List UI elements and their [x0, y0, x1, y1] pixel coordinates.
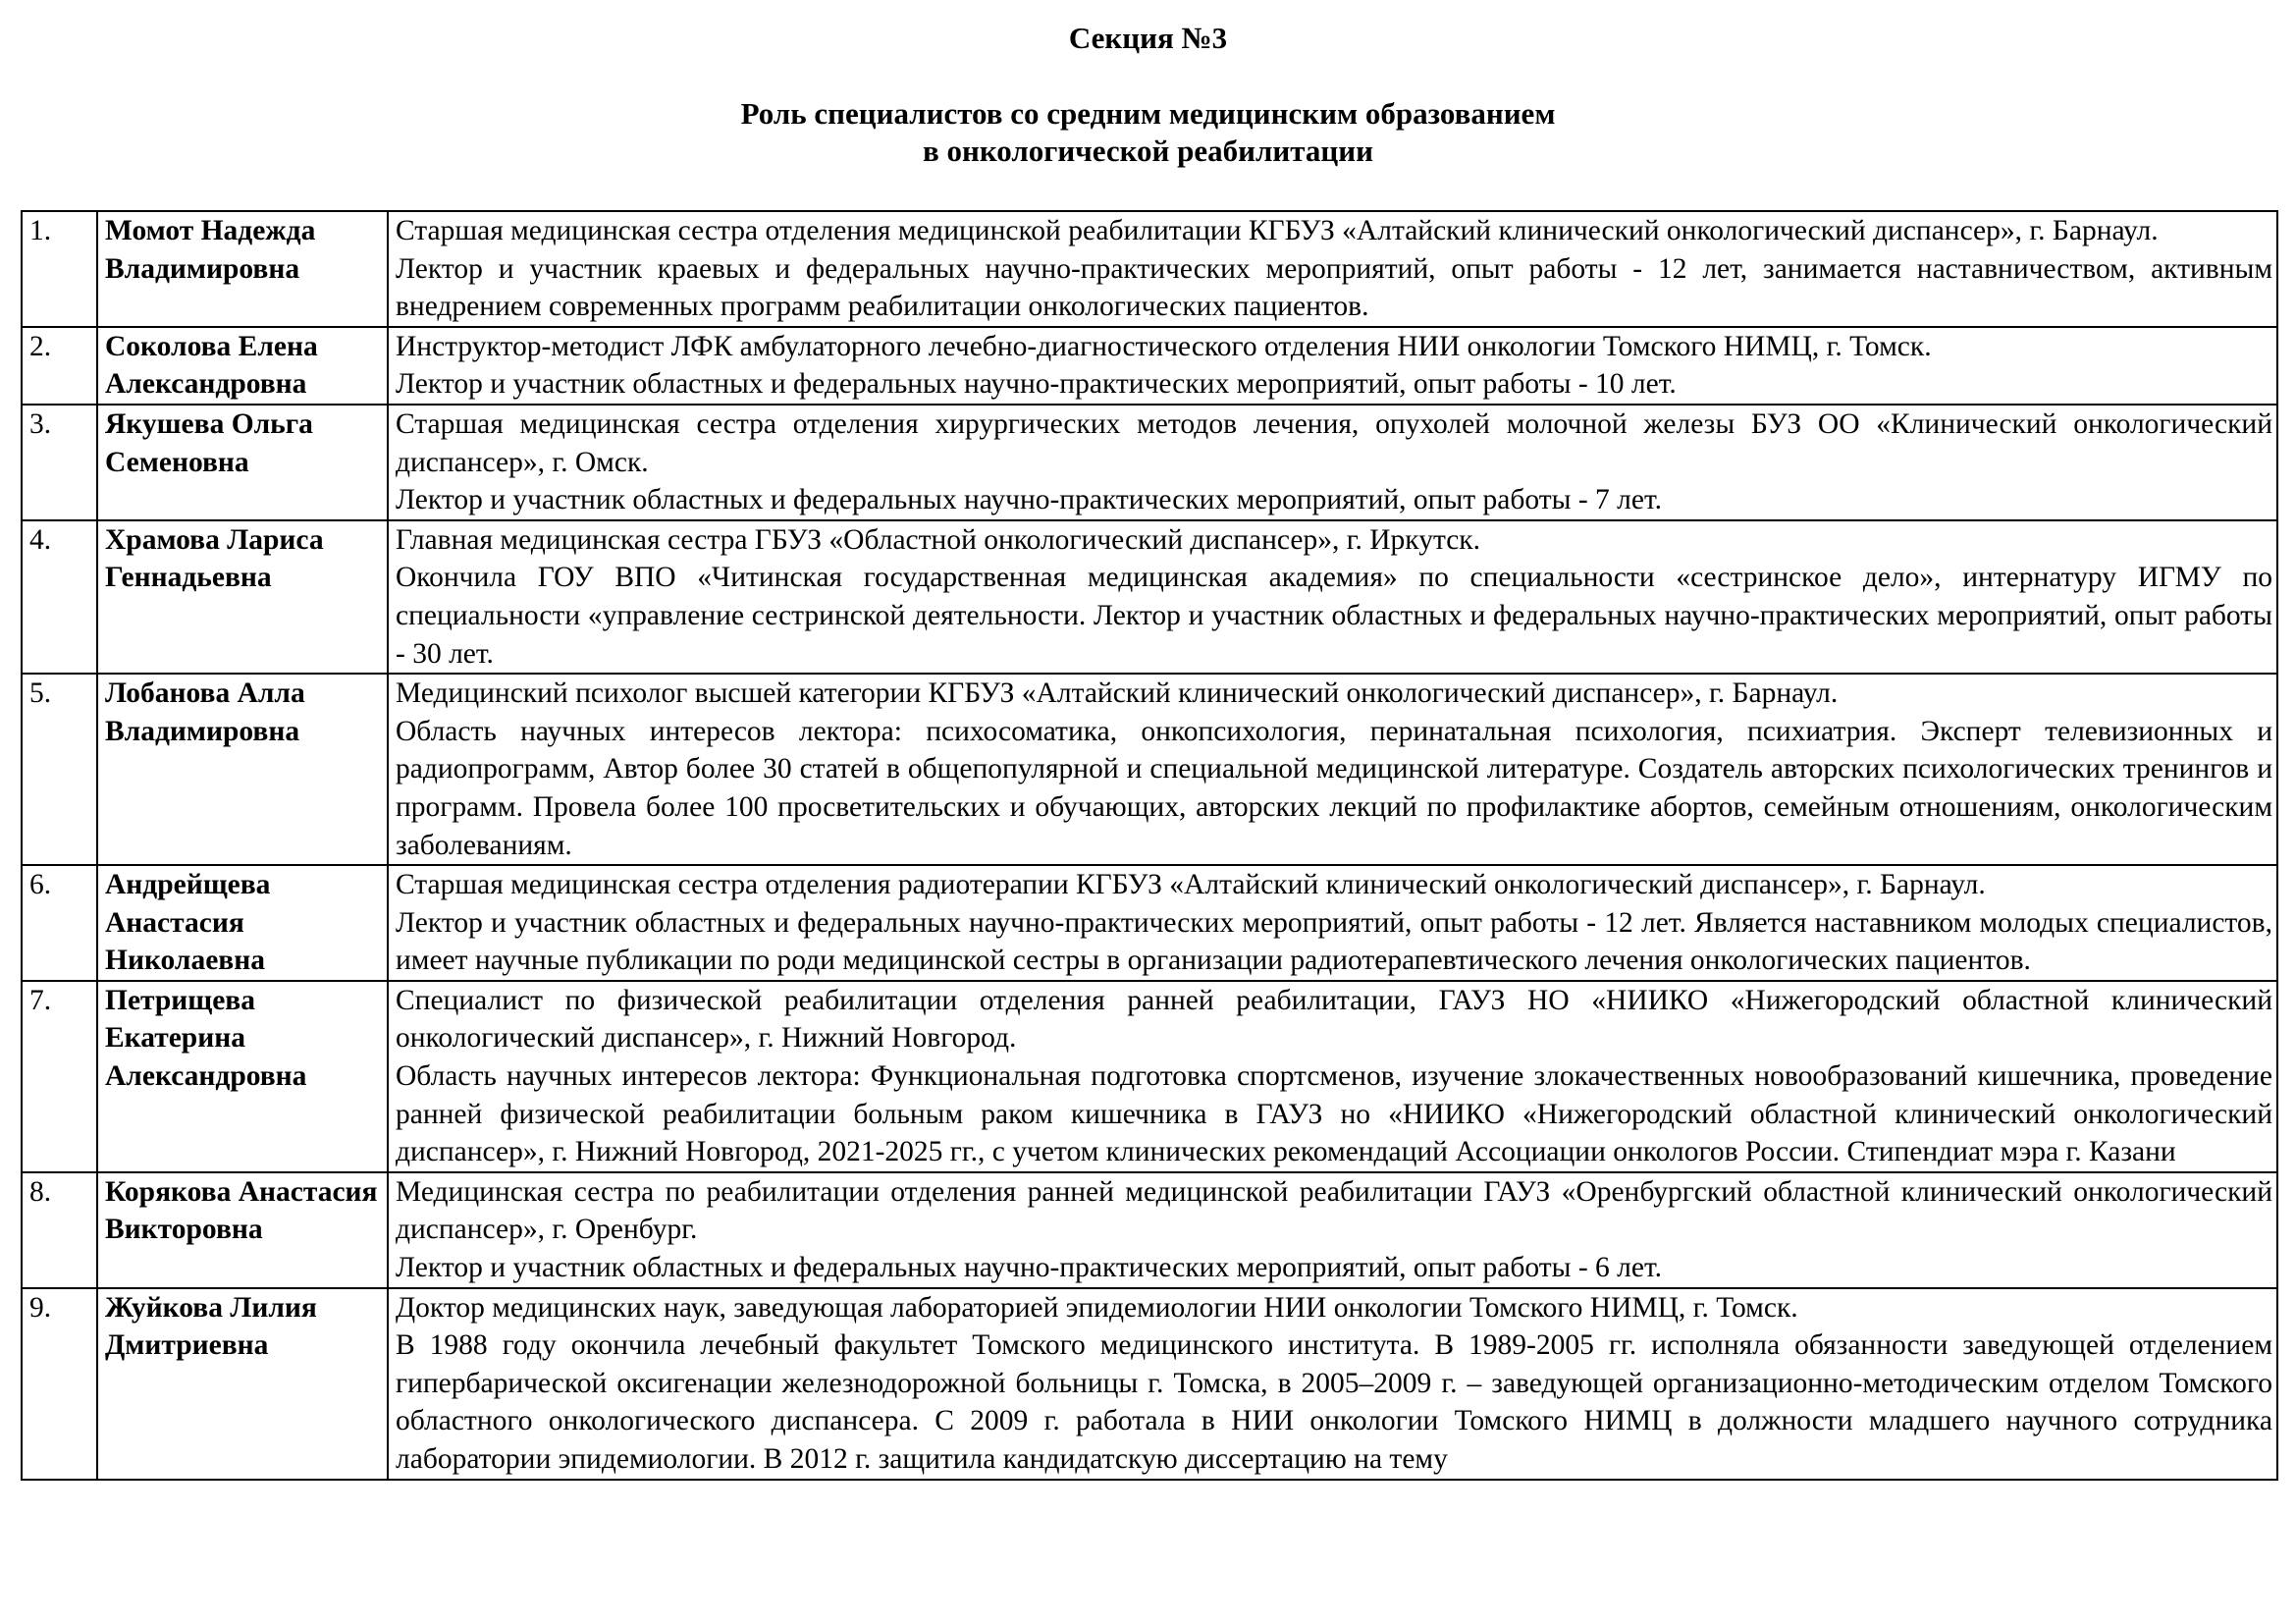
table-row	[22, 1288, 2277, 1480]
document-subtitle	[0, 95, 2296, 170]
description-paragraph: Лектор и участник областных и федеральных научно-практических мероприятий, опыт работы - 10 лет.	[396, 368, 1677, 401]
table-row	[22, 327, 2277, 405]
table-row	[22, 1172, 2277, 1288]
table-row	[22, 405, 2277, 520]
speaker-name: Якушева Ольга Семеновна	[97, 405, 388, 520]
description-paragraph: Старшая медицинская сестра отделения хирургических методов лечения, опухолей молочной железы БУЗ ОО «Клинический онкологический диспансер», г. Омск.	[396, 407, 2272, 478]
row-number: 1.	[22, 211, 97, 327]
speaker-description	[388, 674, 2277, 865]
speaker-name: Петрищева Екатерина Александровна	[97, 981, 388, 1172]
subtitle-line-2: в онкологической реабилитации	[923, 134, 1373, 168]
table-row	[22, 981, 2277, 1172]
speaker-name: Момот Надежда Владимировна	[97, 211, 388, 327]
description-paragraph: Доктор медицинских наук, заведующая лабораторией эпидемиологии НИИ онкологии Томского НИМЦ, г. Томск.	[396, 1291, 1798, 1324]
description-paragraph: Инструктор-методист ЛФК амбулаторного лечебно-диагностического отделения НИИ онкологии Томского НИМЦ, г. Томск.	[396, 330, 1932, 362]
description-paragraph: Медицинский психолог высшей категории КГБУЗ «Алтайский клинический онкологический диспансер», г. Барнаул.	[396, 677, 1839, 710]
speaker-description	[388, 327, 2277, 405]
speaker-description	[388, 981, 2277, 1172]
row-number: 6.	[22, 865, 97, 981]
table-row	[22, 865, 2277, 981]
description-paragraph: Старшая медицинская сестра отделения медицинской реабилитации КГБУЗ «Алтайский клинический онкологический диспансер», г. Барнаул.	[396, 215, 2159, 246]
speaker-name: Лобанова Алла Владимировна	[97, 674, 388, 865]
speakers-table-body	[22, 211, 2277, 1480]
speaker-name: Храмова Лариса Геннадьевна	[97, 520, 388, 674]
description-paragraph: Лектор и участник областных и федеральных научно-практических мероприятий, опыт работы - 12 лет. Является наставником молодых специалистов, имеет научные публикации по роди медицинской сестры в организации радиотерапевтического лечения онкологических пациентов.	[396, 906, 2272, 977]
description-paragraph: Область научных интересов лектора: психосоматика, онкопсихология, перинатальная психология, психиатрия. Эксперт телевизионных и радиопрограмм, Автор более 30 статей в общепопулярной и специальной медицинской литературе. Создатель авторских психологических тренингов и программ. Провела более 100 просветительских и обучающих, авторских лекций по профилактике абортов, семейным отношениям, онкологическим заболеваниям.	[396, 715, 2272, 861]
speaker-description	[388, 1288, 2277, 1480]
speaker-name: Корякова Анастасия Викторовна	[97, 1172, 388, 1288]
speaker-description	[388, 405, 2277, 520]
row-number: 2.	[22, 327, 97, 405]
row-number: 5.	[22, 674, 97, 865]
description-paragraph: Лектор и участник областных и федеральных научно-практических мероприятий, опыт работы - 6 лет.	[396, 1252, 1663, 1284]
row-number: 3.	[22, 405, 97, 520]
speaker-name: Жуйкова Лилия Дмитриевна	[97, 1288, 388, 1480]
description-paragraph: Лектор и участник областных и федеральных научно-практических мероприятий, опыт работы - 7 лет.	[396, 484, 1663, 516]
table-row	[22, 520, 2277, 674]
table-row	[22, 211, 2277, 327]
description-paragraph: Старшая медицинская сестра отделения радиотерапии КГБУЗ «Алтайский клинический онкологический диспансер», г. Барнаул.	[396, 869, 1986, 901]
description-paragraph: Специалист по физической реабилитации отделения ранней реабилитации, ГАУЗ НО «НИИКО «Нижегородский областной клинический онкологический диспансер», г. Нижний Новгород.	[396, 984, 2272, 1055]
row-number: 7.	[22, 981, 97, 1172]
speaker-name: Андрейщева Анастасия Николаевна	[97, 865, 388, 981]
speaker-name: Соколова Елена Александровна	[97, 327, 388, 405]
section-title: Секция №3	[1068, 21, 1228, 55]
table-row	[22, 674, 2277, 865]
description-paragraph: Медицинская сестра по реабилитации отделения ранней медицинской реабилитации ГАУЗ «Оренбургский областной клинический онкологический диспансер», г. Оренбург.	[396, 1175, 2272, 1246]
description-paragraph: В 1988 году окончила лечебный факультет Томского медицинского института. В 1989-2005 гг. исполняла обязанности заведующей отделением гипербарической оксигенации железнодорожной больницы г. Томска, в 2005–2009 г. – заведующей организационно-методическим отделом Томского областного онкологического диспансера. С 2009 г. работала в НИИ онкологии Томского НИМЦ в должности младшего научного сотрудника лаборатории эпидемиологии. В 2012 г. защитила кандидатскую диссертацию на тему	[396, 1329, 2272, 1475]
speaker-description	[388, 520, 2277, 674]
subtitle-line-1: Роль специалистов со средним медицинским образованием	[740, 96, 1556, 131]
row-number: 8.	[22, 1172, 97, 1288]
description-paragraph: Область научных интересов лектора: Функциональная подготовка спортсменов, изучение злокачественных новообразований кишечника, проведение ранней физической реабилитации больным раком кишечника в ГАУЗ но «НИИКО «Нижегородский областной клинический онкологический диспансер», г. Нижний Новгород, 2021-2025 гг., с учетом клинических рекомендаций Ассоциации онкологов России. Стипендиат мэра г. Казани	[396, 1060, 2272, 1168]
row-number: 9.	[22, 1288, 97, 1480]
speaker-description	[388, 865, 2277, 981]
description-paragraph: Главная медицинская сестра ГБУЗ «Областной онкологический диспансер», г. Иркутск.	[396, 523, 1481, 556]
speaker-description	[388, 1172, 2277, 1288]
row-number: 4.	[22, 520, 97, 674]
speaker-description	[388, 211, 2277, 327]
description-paragraph: Лектор и участник краевых и федеральных научно-практических мероприятий, опыт работы - 12 лет, занимается наставничеством, активным внедрением современных программ реабилитации онкологических пациентов.	[396, 252, 2272, 323]
speakers-table	[21, 210, 2278, 1481]
description-paragraph: Окончила ГОУ ВПО «Читинская государственная медицинская академия» по специальности «сестринское дело», интернатуру ИГМУ по специальности «управление сестринской деятельности. Лектор и участник областных и федеральных научно-практических мероприятий, опыт работы - 30 лет.	[396, 562, 2272, 670]
